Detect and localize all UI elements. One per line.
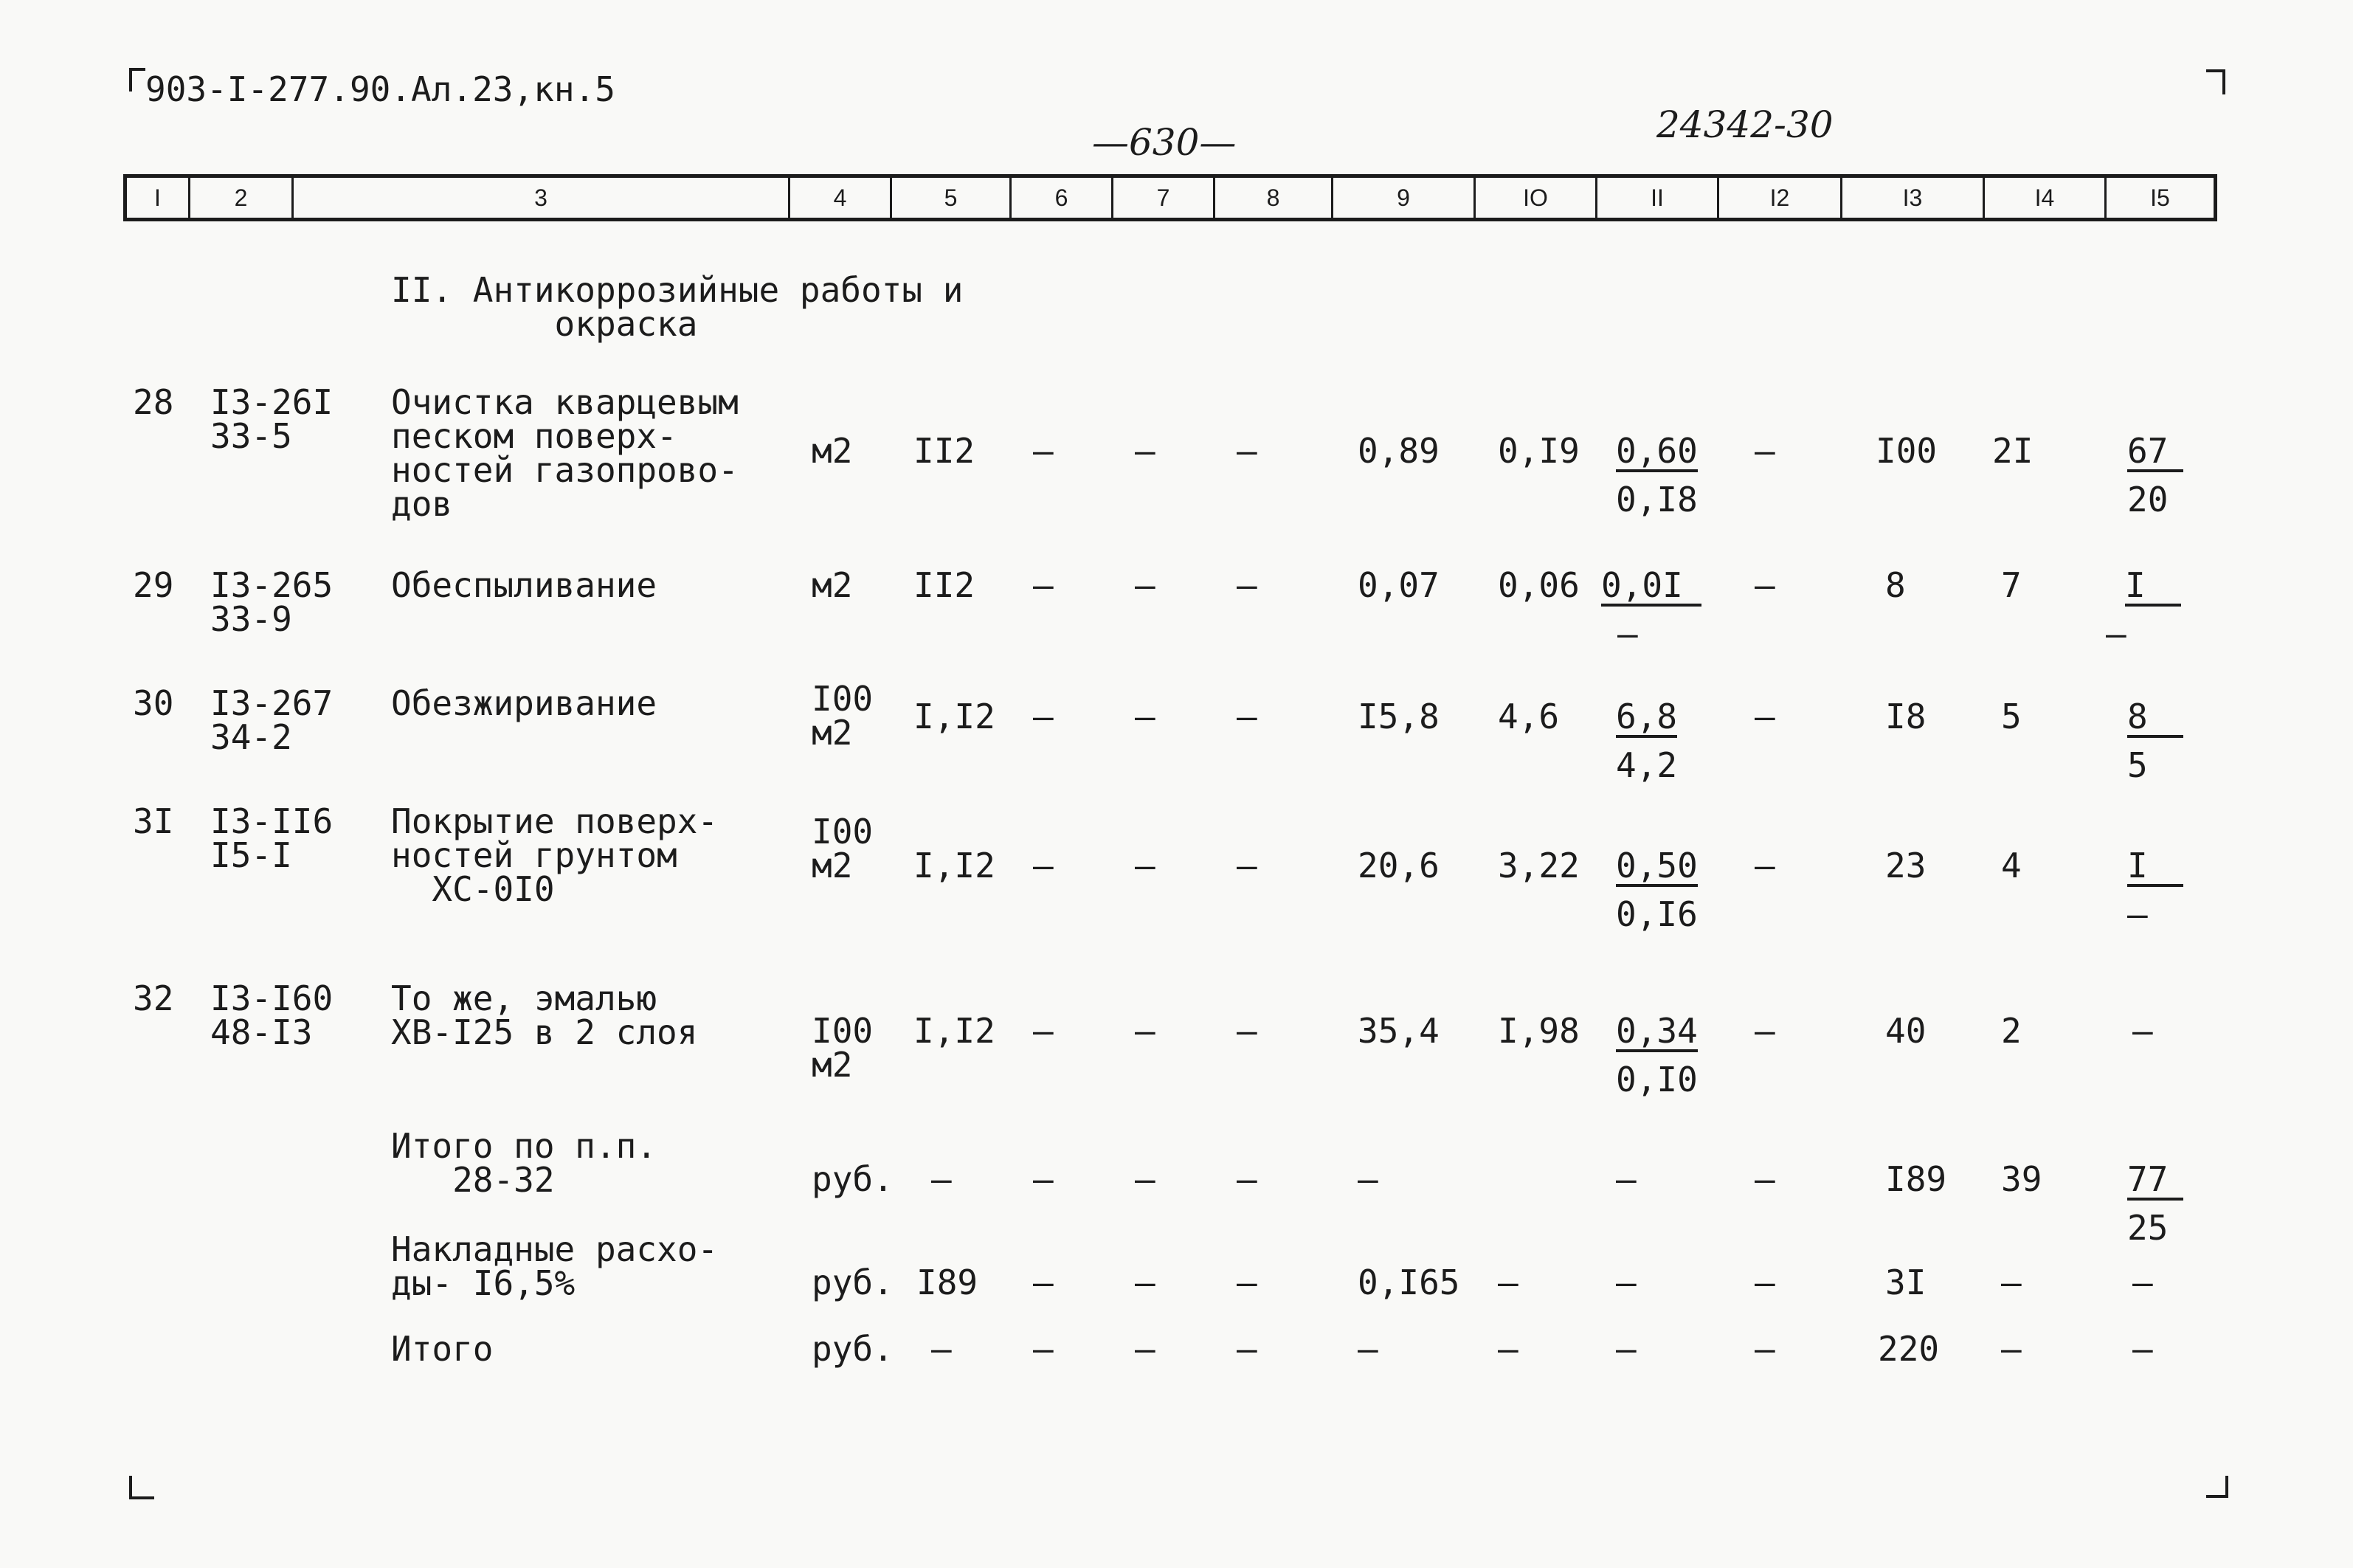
row-30-c11-fraction <box>1616 697 1678 785</box>
grand-total-c13: 220 <box>1878 1329 1940 1369</box>
row-32-unit: I00 м2 <box>812 1011 874 1085</box>
corner-mark-top-right <box>2206 69 2225 94</box>
row-28-code: I3-26I 33-5 <box>210 382 334 456</box>
row-30-unit: I00 м2 <box>812 679 874 753</box>
row-32-c7: – <box>1135 1011 1155 1051</box>
row-29-c9: 0,07 <box>1358 565 1440 605</box>
row-28-c10: 0,I9 <box>1498 431 1580 471</box>
subtotal-unit: руб. <box>812 1159 894 1199</box>
row-29-c11-denominator: – <box>1617 614 1638 654</box>
col-num-13: I3 <box>1840 178 1983 218</box>
row-29-c14: 7 <box>2001 565 2022 605</box>
row-29-c6: – <box>1033 565 1054 605</box>
row-29-c7: – <box>1135 565 1155 605</box>
subtotal-c6: – <box>1033 1159 1054 1199</box>
subtotal-c13: I89 <box>1885 1159 1947 1199</box>
row-30-c8: – <box>1237 697 1257 736</box>
subtotal-c5: – <box>931 1159 952 1199</box>
row-31-c10: 3,22 <box>1498 846 1580 885</box>
row-28-number: 28 <box>133 382 174 422</box>
grand-total-c8: – <box>1237 1329 1257 1369</box>
document-code: 903-I-277.90.Ал.23,кн.5 <box>145 69 615 109</box>
row-31-name: Покрытие поверх- ностей грунтом ХС-0I0 <box>391 801 719 909</box>
row-28-c7: – <box>1135 431 1155 471</box>
row-29-c11-fraction <box>1601 565 1701 654</box>
row-30-c12: – <box>1755 697 1775 736</box>
row-32-c11-fraction <box>1616 1011 1698 1099</box>
overhead-c14: – <box>2001 1263 2022 1302</box>
row-29-c10: 0,06 <box>1498 565 1580 605</box>
row-29-c13: 8 <box>1885 565 1906 605</box>
row-29-c15-numerator: I <box>2125 568 2181 607</box>
row-29-c12: – <box>1755 565 1775 605</box>
subtotal-c14: 39 <box>2001 1159 2042 1199</box>
row-28-unit: м2 <box>812 431 853 471</box>
row-30-c7: – <box>1135 697 1155 736</box>
row-32-c5: I,I2 <box>913 1011 995 1051</box>
grand-total-c11: – <box>1616 1329 1637 1369</box>
row-31-c15-denominator: – <box>2127 894 2148 934</box>
row-28-name: Очистка кварцевым песком поверх- ностей газопрово- дов <box>391 382 739 524</box>
archive-number: 24342-30 <box>1656 103 1834 146</box>
row-32-c8: – <box>1237 1011 1257 1051</box>
grand-total-label: Итого <box>391 1329 494 1369</box>
grand-total-c14: – <box>2001 1329 2022 1369</box>
row-30-c15-fraction <box>2127 697 2183 785</box>
row-28-c12: – <box>1755 431 1775 471</box>
subtotal-c12: – <box>1755 1159 1775 1199</box>
row-31-c6: – <box>1033 846 1054 885</box>
row-28-c15-numerator: 67 <box>2127 434 2183 472</box>
subtotal-c7: – <box>1135 1159 1155 1199</box>
row-28-c13: I00 <box>1876 431 1938 471</box>
col-num-14: I4 <box>1983 178 2104 218</box>
overhead-c12: – <box>1755 1263 1775 1302</box>
row-32-c6: – <box>1033 1011 1054 1051</box>
grand-total-c10: – <box>1498 1329 1518 1369</box>
row-28-c11-denominator: 0,I8 <box>1616 480 1698 519</box>
overhead-c5: I89 <box>916 1263 978 1302</box>
col-num-11: II <box>1595 178 1717 218</box>
row-32-name: То же, эмалью ХВ-I25 в 2 слоя <box>391 978 698 1052</box>
row-32-c13: 40 <box>1885 1011 1927 1051</box>
grand-total-c7: – <box>1135 1329 1155 1369</box>
overhead-label: Накладные расхо- ды- I6,5% <box>391 1229 719 1303</box>
column-number-strip <box>123 174 2217 221</box>
row-31-number: 3I <box>133 801 174 841</box>
col-num-15: I5 <box>2104 178 2214 218</box>
row-30-code: I3-267 34-2 <box>210 683 334 757</box>
row-32-c10: I,98 <box>1498 1011 1580 1051</box>
row-31-c15-fraction <box>2127 846 2183 934</box>
row-31-c11-fraction <box>1616 846 1698 934</box>
corner-mark-bottom-left <box>129 1476 154 1499</box>
row-28-c9: 0,89 <box>1358 431 1440 471</box>
row-31-c12: – <box>1755 846 1775 885</box>
row-30-c11-numerator: 6,8 <box>1616 697 1678 736</box>
row-32-c14: 2 <box>2001 1011 2022 1051</box>
subtotal-c8: – <box>1237 1159 1257 1199</box>
row-30-c9: I5,8 <box>1358 697 1440 736</box>
row-28-c14: 2I <box>1992 431 2034 471</box>
overhead-c11: – <box>1616 1263 1637 1302</box>
col-num-7: 7 <box>1111 178 1213 218</box>
row-29-c8: – <box>1237 565 1257 605</box>
row-30-c15-numerator: 8 <box>2127 700 2183 738</box>
col-num-10: IO <box>1473 178 1595 218</box>
corner-mark-top-left <box>129 68 145 91</box>
grand-total-unit: руб. <box>812 1329 894 1369</box>
overhead-c15: – <box>2132 1263 2153 1302</box>
row-28-c6: – <box>1033 431 1054 471</box>
row-31-c14: 4 <box>2001 846 2022 885</box>
overhead-c13: 3I <box>1885 1263 1927 1302</box>
grand-total-c6: – <box>1033 1329 1054 1369</box>
subtotal-label: Итого по п.п. 28-32 <box>391 1126 657 1200</box>
row-31-c8: – <box>1237 846 1257 885</box>
section-title: II. Антикоррозийные работы и окраска <box>391 270 964 344</box>
row-29-name: Обеспыливание <box>391 565 657 605</box>
overhead-c8: – <box>1237 1263 1257 1302</box>
page-number: —630— <box>1092 121 1237 164</box>
row-28-c8: – <box>1237 431 1257 471</box>
row-32-c15: – <box>2132 1011 2153 1051</box>
overhead-unit: руб. <box>812 1263 894 1302</box>
row-28-c11-fraction <box>1616 431 1698 519</box>
row-30-c10: 4,6 <box>1498 697 1560 736</box>
col-num-1: I <box>154 184 161 211</box>
corner-mark-bottom-right <box>2206 1476 2228 1498</box>
row-31-c15-numerator: I <box>2127 849 2183 887</box>
row-31-code: I3-II6 I5-I <box>210 801 334 875</box>
subtotal-c15-fraction <box>2127 1159 2183 1248</box>
col-num-3: 3 <box>291 178 788 218</box>
grand-total-c5: – <box>931 1329 952 1369</box>
overhead-c7: – <box>1135 1263 1155 1302</box>
row-30-c11-denominator: 4,2 <box>1616 745 1678 785</box>
row-29-c15-fraction <box>2106 565 2181 654</box>
row-32-code: I3-I60 48-I3 <box>210 978 334 1052</box>
col-num-12: I2 <box>1717 178 1840 218</box>
row-28-c5: II2 <box>913 431 975 471</box>
row-30-c5: I,I2 <box>913 697 995 736</box>
row-30-c15-denominator: 5 <box>2127 745 2148 785</box>
row-30-c6: – <box>1033 697 1054 736</box>
grand-total-c9: – <box>1358 1329 1378 1369</box>
row-31-c11-denominator: 0,I6 <box>1616 894 1698 934</box>
row-32-c12: – <box>1755 1011 1775 1051</box>
col-num-2: 2 <box>188 178 291 218</box>
subtotal-c11: – <box>1616 1159 1637 1199</box>
row-29-c11-numerator: 0,0I <box>1601 568 1701 607</box>
overhead-c9: 0,I65 <box>1358 1263 1460 1302</box>
subtotal-c9: – <box>1358 1159 1378 1199</box>
col-num-8: 8 <box>1213 178 1331 218</box>
subtotal-c15-numerator: 77 <box>2127 1162 2183 1201</box>
col-num-4: 4 <box>788 178 890 218</box>
subtotal-c15-denominator: 25 <box>2127 1208 2169 1248</box>
row-31-c13: 23 <box>1885 846 1927 885</box>
row-30-name: Обезжиривание <box>391 683 657 723</box>
row-30-number: 30 <box>133 683 174 723</box>
row-30-c14: 5 <box>2001 697 2022 736</box>
row-28-c11-numerator: 0,60 <box>1616 431 1698 471</box>
row-30-c13: I8 <box>1885 697 1927 736</box>
row-31-c7: – <box>1135 846 1155 885</box>
row-32-c11-denominator: 0,I0 <box>1616 1060 1698 1099</box>
col-num-6: 6 <box>1009 178 1111 218</box>
row-29-c5: II2 <box>913 565 975 605</box>
col-num-5: 5 <box>890 178 1009 218</box>
row-31-c11-numerator: 0,50 <box>1616 846 1698 885</box>
grand-total-c12: – <box>1755 1329 1775 1369</box>
row-31-c9: 20,6 <box>1358 846 1440 885</box>
row-32-c11-numerator: 0,34 <box>1616 1011 1698 1051</box>
row-31-c5: I,I2 <box>913 846 995 885</box>
row-32-number: 32 <box>133 978 174 1018</box>
row-29-c15-denominator: – <box>2106 614 2126 654</box>
col-num-9: 9 <box>1331 178 1473 218</box>
row-32-c9: 35,4 <box>1358 1011 1440 1051</box>
row-28-c15-fraction <box>2127 431 2183 519</box>
grand-total-c15: – <box>2132 1329 2153 1369</box>
row-31-unit: I00 м2 <box>812 812 874 885</box>
row-29-code: I3-265 33-9 <box>210 565 334 639</box>
row-29-unit: м2 <box>812 565 853 605</box>
overhead-c6: – <box>1033 1263 1054 1302</box>
row-28-c15-denominator: 20 <box>2127 480 2169 519</box>
row-29-number: 29 <box>133 565 174 605</box>
overhead-c10: – <box>1498 1263 1518 1302</box>
